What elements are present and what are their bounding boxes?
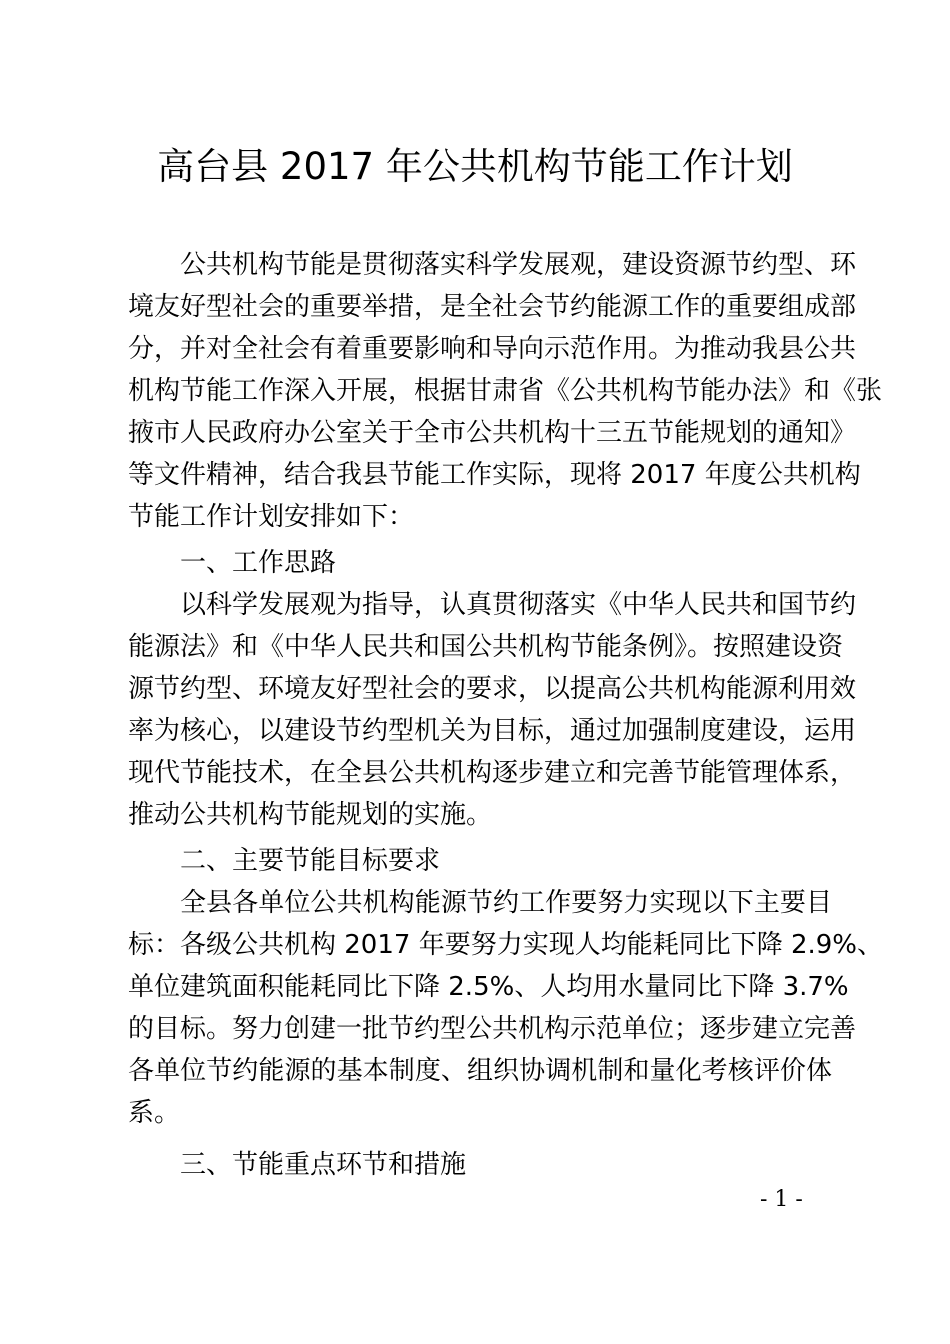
section-2-paragraph: [128, 882, 884, 1134]
section-heading-3: 三、节能重点环节和措施: [180, 1150, 467, 1180]
intro-paragraph: [128, 244, 883, 538]
document-body: [128, 244, 884, 1186]
paragraph-line: 机构节能工作深入开展，根据甘肃省《公共机构节能办法》和《张: [128, 376, 883, 406]
page-number: - 1 -: [760, 1187, 803, 1212]
section-heading-2: 二、主要节能目标要求: [180, 846, 441, 876]
paragraph-line: 率为核心，以建设节约型机关为目标，通过加强制度建设，运用: [128, 716, 857, 746]
paragraph-line: 系。: [128, 1098, 181, 1128]
section-heading-1: 一、工作思路: [180, 548, 337, 578]
paragraph-line: 单位建筑面积能耗同比下降 2.5%、人均用水量同比下降 3.7%: [128, 972, 849, 1002]
paragraph-line: 公共机构节能是贯彻落实科学发展观，建设资源节约型、环: [180, 250, 857, 280]
paragraph-line: 节能工作计划安排如下：: [128, 502, 415, 532]
paragraph-line: 境友好型社会的重要举措，是全社会节约能源工作的重要组成部: [128, 292, 857, 322]
paragraph-line: 等文件精神，结合我县节能工作实际，现将 2017 年度公共机构: [128, 460, 861, 490]
paragraph-line: 的目标。努力创建一批节约型公共机构示范单位；逐步建立完善: [128, 1014, 857, 1044]
paragraph-line: 分，并对全社会有着重要影响和导向示范作用。为推动我县公共: [128, 334, 857, 364]
paragraph-line: 推动公共机构节能规划的实施。: [128, 800, 493, 830]
paragraph-line: 掖市人民政府办公室关于全市公共机构十三五节能规划的通知》: [128, 418, 857, 448]
paragraph-line: 现代节能技术，在全县公共机构逐步建立和完善节能管理体系，: [128, 758, 857, 788]
paragraph-line: 标：各级公共机构 2017 年要努力实现人均能耗同比下降 2.9%、: [128, 930, 884, 960]
paragraph-line: 能源法》和《中华人民共和国公共机构节能条例》。按照建设资: [128, 632, 844, 662]
section-1-paragraph: [128, 584, 857, 836]
document-title: 高台县 2017 年公共机构节能工作计划: [157, 145, 793, 188]
paragraph-line: 全县各单位公共机构能源节约工作要努力实现以下主要目: [180, 888, 832, 918]
paragraph-line: 以科学发展观为指导，认真贯彻落实《中华人民共和国节约: [180, 590, 857, 620]
paragraph-line: 源节约型、环境友好型社会的要求，以提高公共机构能源利用效: [128, 674, 857, 704]
paragraph-line: 各单位节约能源的基本制度、组织协调机制和量化考核评价体: [128, 1056, 832, 1086]
